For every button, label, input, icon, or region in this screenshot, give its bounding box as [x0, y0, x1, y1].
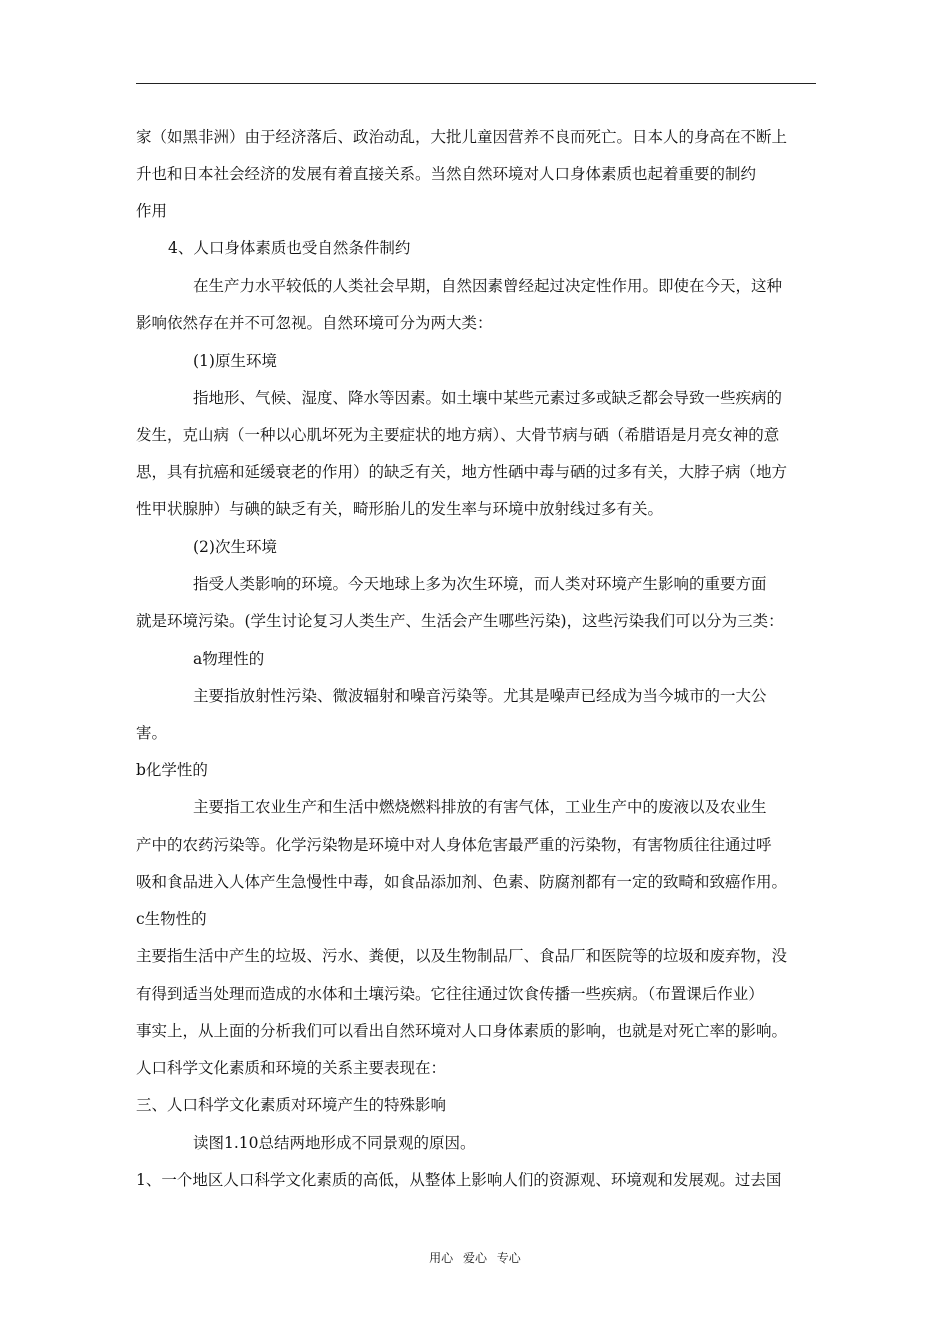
text-line: 影响依然存在并不可忽视。自然环境可分为两大类： [136, 314, 493, 332]
subsection-heading: a物理性的 [193, 650, 265, 668]
text-line: 吸和食品进入人体产生急慢性中毒，如食品添加剂、色素、防腐剂都有一定的致畸和致癌作用。 [136, 873, 788, 891]
text-line: 在生产力水平较低的人类社会早期，自然因素曾经起过决定性作用。即使在今天，这种 [193, 277, 783, 295]
text-line: 主要指生活中产生的垃圾、污水、粪便，以及生物制品厂、食品厂和医院等的垃圾和废弃物，没 [136, 947, 788, 965]
text-line: 事实上，从上面的分析我们可以看出自然环境对人口身体素质的影响，也就是对死亡率的影响。 [136, 1022, 788, 1040]
text-line: 有得到适当处理而造成的水体和土壤污染。它往往通过饮食传播一些疾病。（布置课后作业） [136, 985, 764, 1003]
text-line: 就是环境污染。(学生讨论复习人类生产、生活会产生哪些污染)，这些污染我们可以分为三类： [136, 612, 784, 630]
text-line: 害。 [136, 724, 168, 742]
text-line: 读图1.10总结两地形成不同景观的原因。 [193, 1134, 476, 1152]
text-line: 指受人类影响的环境。今天地球上多为次生环境，而人类对环境产生影响的重要方面 [193, 575, 767, 593]
subsection-heading: (1)原生环境 [193, 352, 277, 370]
text-line: 产中的农药污染等。化学污染物是环境中对人身体危害最严重的污染物，有害物质往往通过呼 [136, 836, 772, 854]
text-line: 主要指放射性污染、微波辐射和噪音污染等。尤其是噪声已经成为当今城市的一大公 [193, 687, 767, 705]
subsection-heading: (2)次生环境 [193, 538, 277, 556]
subsection-heading: b化学性的 [136, 761, 208, 779]
text-line: 指地形、气候、湿度、降水等因素。如土壤中某些元素过多或缺乏都会导致一些疾病的 [193, 389, 783, 407]
section-heading: 三、人口科学文化素质对环境产生的特殊影响 [136, 1096, 447, 1114]
section-heading: 4、人口身体素质也受自然条件制约 [168, 239, 411, 257]
text-line: 发生，克山病（一种以心肌坏死为主要症状的地方病）、大骨节病与硒（希腊语是月亮女神的意 [136, 426, 780, 444]
text-line: 家（如黑非洲）由于经济落后、政治动乱，大批儿童因营养不良而死亡。日本人的身高在不断上 [136, 128, 788, 146]
text-line: 人口科学文化素质和环境的关系主要表现在： [136, 1059, 447, 1077]
page-footer: 用心 爱心 专心 [429, 1251, 521, 1265]
text-line: 1、一个地区人口科学文化素质的高低，从整体上影响人们的资源观、环境观和发展观。过去国 [136, 1171, 782, 1189]
subsection-heading: c生物性的 [136, 910, 207, 928]
text-line: 思，具有抗癌和延缓衰老的作用）的缺乏有关，地方性硒中毒与硒的过多有关，大脖子病（地方 [136, 463, 788, 481]
text-line: 主要指工农业生产和生活中燃烧燃料排放的有害气体，工业生产中的废液以及农业生 [193, 798, 767, 816]
header-rule [136, 83, 816, 84]
text-line: 升也和日本社会经济的发展有着直接关系。当然自然环境对人口身体素质也起着重要的制约 [136, 165, 757, 183]
text-line: 作用 [136, 202, 168, 220]
text-line: 性甲状腺肿）与碘的缺乏有关，畸形胎儿的发生率与环境中放射线过多有关。 [136, 500, 664, 518]
